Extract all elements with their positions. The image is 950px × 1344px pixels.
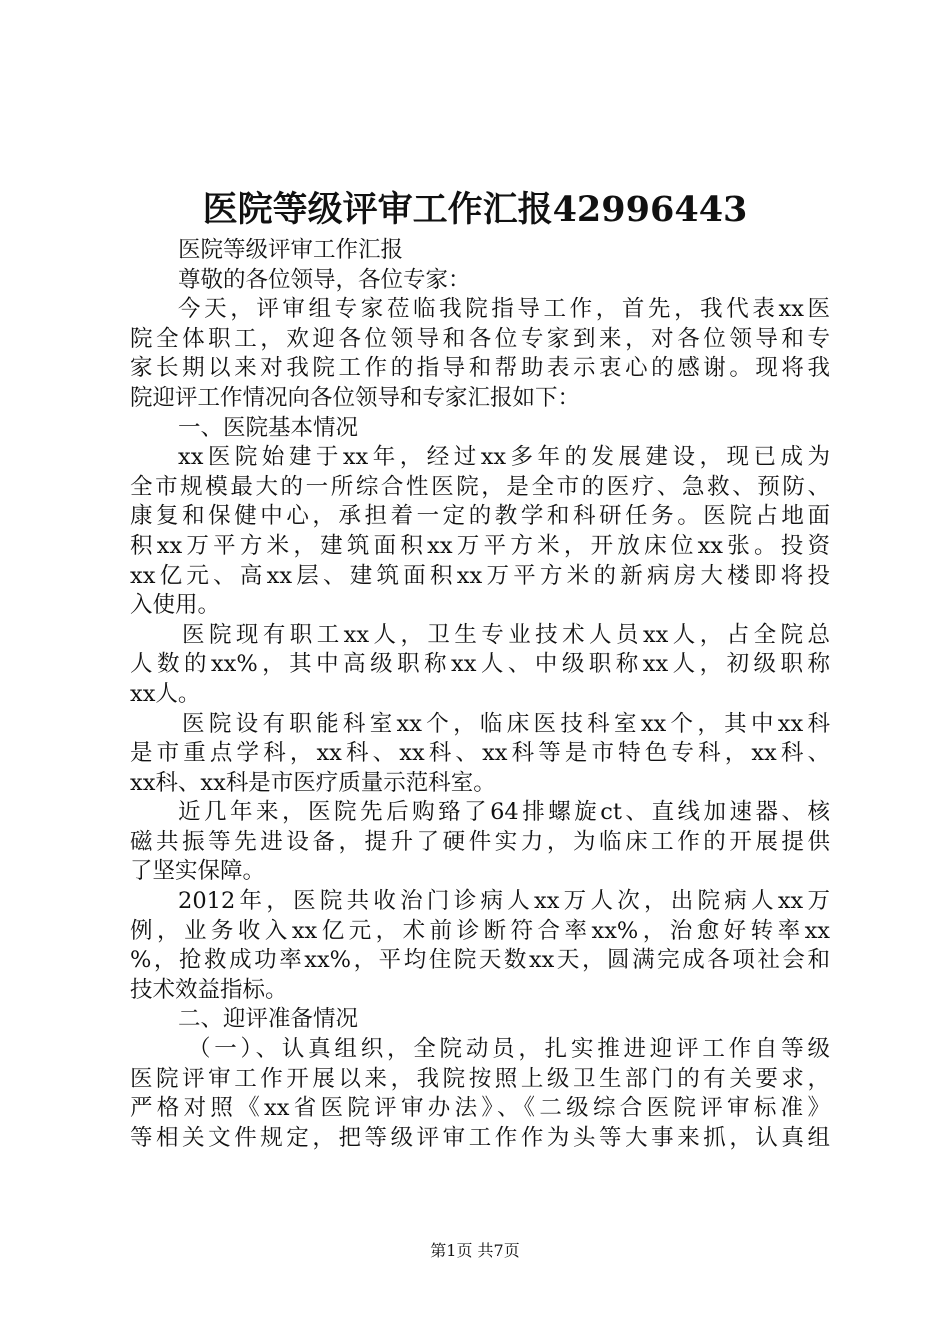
paragraph-line: xx亿元、高xx层、建筑面积xx万平方米的新病房大楼即将投	[130, 562, 830, 589]
paragraph-line: 磁共振等先进设备，提升了硬件实力，为临床工作的开展提供	[130, 828, 830, 855]
paragraph-line: 医院评审工作开展以来，我院按照上级卫生部门的有关要求，	[130, 1065, 830, 1092]
paragraph-line: 院全体职工，欢迎各位领导和各位专家到来，对各位领导和专	[130, 325, 830, 352]
paragraph-line: 技术效益指标。	[130, 976, 288, 1003]
paragraph-line: （一）、认真组织，全院动员，扎实推进迎评工作自等级	[188, 1036, 830, 1063]
paragraph-line: 医院现有职工xx人，卫生专业技术人员xx人，占全院总	[182, 621, 830, 648]
paragraph-line: 医院设有职能科室xx个，临床医技科室xx个，其中xx科	[182, 710, 830, 737]
paragraph-line: 人数的xx%，其中高级职称xx人、中级职称xx人，初级职称	[130, 651, 830, 678]
paragraph-line: 医院等级评审工作汇报	[178, 237, 404, 263]
paragraph-line: 院迎评工作情况向各位领导和专家汇报如下：	[130, 384, 581, 411]
paragraph-line: 尊敬的各位领导，各位专家：	[178, 266, 471, 293]
document-title: 医院等级评审工作汇报42996443	[202, 189, 748, 230]
document-body	[130, 236, 830, 1153]
paragraph-line: 了坚实保障。	[130, 858, 266, 885]
paragraph-line: 严格对照《xx省医院评审办法》、《二级综合医院评审标准》	[130, 1095, 830, 1122]
paragraph-line: 入使用。	[130, 592, 221, 619]
section-heading: 二、迎评准备情况	[178, 1006, 359, 1033]
paragraph-line: 例，业务收入xx亿元，术前诊断符合率xx%，治愈好转率xx	[130, 917, 830, 944]
paragraph-line: 是市重点学科，xx科、xx科、xx科等是市特色专科，xx科、	[130, 740, 830, 767]
paragraph-line: xx科、xx科是市医疗质量示范科室。	[130, 769, 496, 796]
section-heading: 一、医院基本情况	[178, 414, 359, 441]
paragraph-line: 家长期以来对我院工作的指导和帮助表示衷心的感谢。现将我	[130, 355, 830, 382]
paragraph-line: xx医院始建于xx年，经过xx多年的发展建设，现已成为	[178, 444, 830, 471]
paragraph-line: 等相关文件规定，把等级评审工作作为头等大事来抓，认真组	[130, 1124, 830, 1151]
paragraph-line: %，抢救成功率xx%，平均住院天数xx天，圆满完成各项社会和	[130, 947, 830, 974]
paragraph-line: 全市规模最大的一所综合性医院，是全市的医疗、急救、预防、	[130, 473, 830, 500]
paragraph-line: 康复和保健中心，承担着一定的教学和科研任务。医院占地面	[130, 503, 830, 530]
paragraph-line: xx人。	[130, 680, 201, 707]
paragraph-line: 今天，评审组专家莅临我院指导工作，首先，我代表xx医	[178, 296, 830, 323]
paragraph-line: 积xx万平方米，建筑面积xx万平方米，开放床位xx张。投资	[130, 532, 830, 559]
page-footer: 第1页 共7页	[430, 1241, 520, 1260]
paragraph-line: 近几年来，医院先后购臵了64排螺旋ct、直线加速器、核	[178, 799, 830, 826]
paragraph-line: 2012年，医院共收治门诊病人xx万人次，出院病人xx万	[178, 888, 830, 915]
